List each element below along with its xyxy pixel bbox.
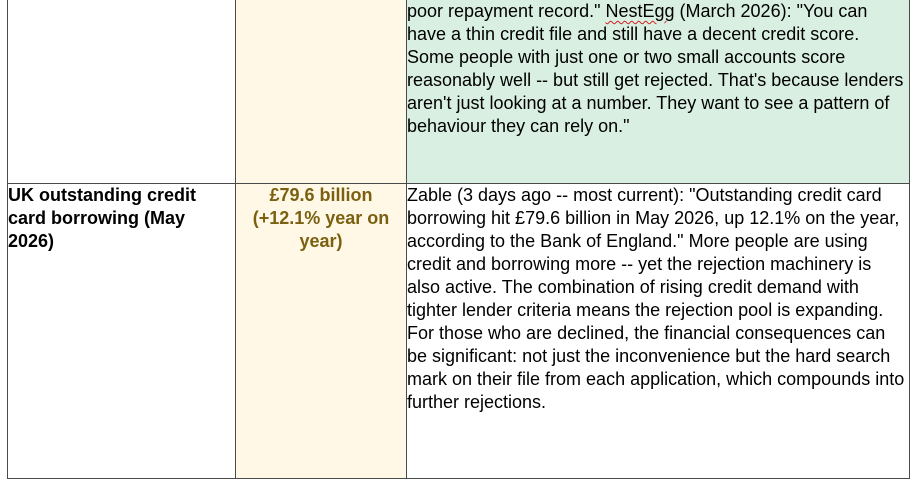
table-row bbox=[8, 184, 910, 479]
row-label-cell bbox=[8, 0, 236, 184]
evidence-text-start: poor repayment record." bbox=[407, 1, 606, 21]
source-name-nestegg: NestEgg bbox=[605, 1, 675, 21]
row-evidence-cell bbox=[407, 0, 910, 184]
data-table bbox=[7, 0, 910, 479]
table-row bbox=[8, 0, 910, 184]
row-value-cell bbox=[236, 0, 407, 184]
row-value-cell: £79.6 billion (+12.1% year on year) bbox=[236, 184, 407, 479]
evidence-text-rest: (March 2026): "You can have a thin credit file and still have a decent credit score. Some people with just one or two small accounts score reasonably well -- but still get rejected. That's because lenders aren't just looking at a number. They want to see a pattern of behaviour they can rely on." bbox=[407, 1, 904, 136]
row-label-cell: UK outstanding credit card borrowing (May 2026) bbox=[8, 184, 236, 479]
row-evidence-cell: Zable (3 days ago -- most current): "Outstanding credit card borrowing hit £79.6 billion in May 2026, up 12.1% on the year, according to the Bank of England." More people are using credit and borrowing more -- yet the rejection machinery is also active. The combination of rising credit demand with tighter lender criteria means the rejection pool is expanding. For those who are declined, the financial consequences can be significant: not just the inconvenience but the hard search mark on their file from each application, which compounds into further rejections. bbox=[407, 184, 910, 479]
